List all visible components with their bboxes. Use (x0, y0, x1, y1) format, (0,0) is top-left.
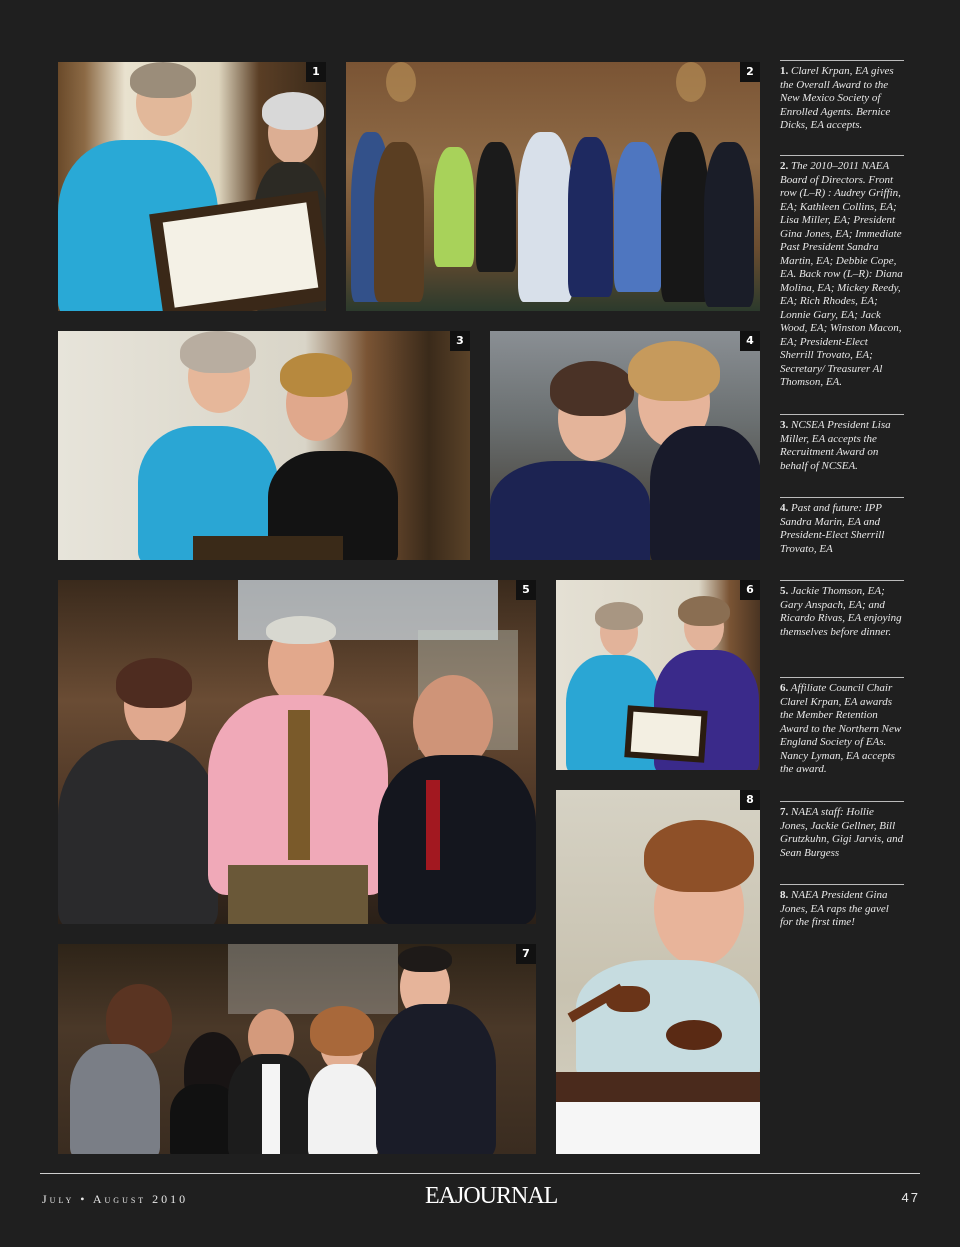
caption-text: NAEA staff: Hollie Jones, Jackie Gellner, Bill Grutzkuhn, Gigi Jarvis, and Sean Burgess (780, 806, 904, 859)
caption-text: NCSEA President Lisa Miller, EA accepts the Recruitment Award on behalf of NCSEA. (780, 419, 891, 472)
caption-number: 7. (780, 806, 789, 818)
photo-7 (58, 944, 536, 1154)
caption-number: 4. (780, 502, 789, 514)
journal-logo: EAJOURNAL (425, 1183, 558, 1209)
page-number: 47 (901, 1190, 920, 1205)
photo-4 (490, 331, 760, 560)
caption-text: The 2010–2011 NAEA Board of Directors. Front row (L–R) : Audrey Griffin, EA; Kathleen Collins, EA; Lisa Miller, EA; President Gina Jones, EA; Immediate Past President Sandra Martin, EA; Debbie Cope, EA. Back row (L–R): Diana Molina, EA; Mickey Reedy, EA; Rich Rhodes, EA; Lonnie Gary, EA; Jack Wood, EA; Winston Macon, EA; President-Elect Sherrill Trovato, EA; Secretary/ Treasurer Al Thomson, EA. (780, 160, 903, 388)
photo-8 (556, 790, 760, 1154)
photo-number: 4 (740, 331, 760, 351)
photo-3 (58, 331, 470, 560)
photo-number: 2 (740, 62, 760, 82)
caption-text: Clarel Krpan, EA gives the Overall Award to the New Mexico Society of Enrolled Agents. Bernice Dicks, EA accepts. (780, 65, 894, 131)
photo-number: 6 (740, 580, 760, 600)
caption-text: Jackie Thomson, EA; Gary Anspach, EA; and Ricardo Rivas, EA enjoying themselves before dinner. (780, 585, 902, 638)
caption-6 (780, 677, 904, 777)
caption-3 (780, 414, 904, 473)
caption-number: 8. (780, 889, 789, 901)
issue-date: July • August 2010 (42, 1192, 189, 1206)
photo-6 (556, 580, 760, 770)
photo-number: 1 (306, 62, 326, 82)
photo-5 (58, 580, 536, 924)
photo-2 (346, 62, 760, 311)
photo-1 (58, 62, 326, 311)
caption-number: 1. (780, 65, 789, 77)
caption-number: 6. (780, 682, 789, 694)
caption-5 (780, 580, 904, 639)
photo-number: 8 (740, 790, 760, 810)
caption-text: Past and future: IPP Sandra Marin, EA and President-Elect Sherrill Trovato, EA (780, 502, 885, 555)
caption-number: 5. (780, 585, 789, 597)
photo-number: 3 (450, 331, 470, 351)
caption-4 (780, 497, 904, 556)
caption-number: 3. (780, 419, 789, 431)
caption-number: 2. (780, 160, 789, 172)
photo-number: 5 (516, 580, 536, 600)
caption-8 (780, 884, 904, 930)
caption-text: NAEA President Gina Jones, EA raps the gavel for the first time! (780, 889, 889, 928)
photo-number: 7 (516, 944, 536, 964)
caption-text: Affiliate Council Chair Clarel Krpan, EA awards the Member Retention Award to the Northern New England Society of EAs. Nancy Lyman, EA accepts the award. (780, 682, 902, 775)
caption-7 (780, 801, 904, 860)
footer-divider (40, 1173, 920, 1174)
caption-2 (780, 155, 904, 390)
caption-1 (780, 60, 904, 133)
